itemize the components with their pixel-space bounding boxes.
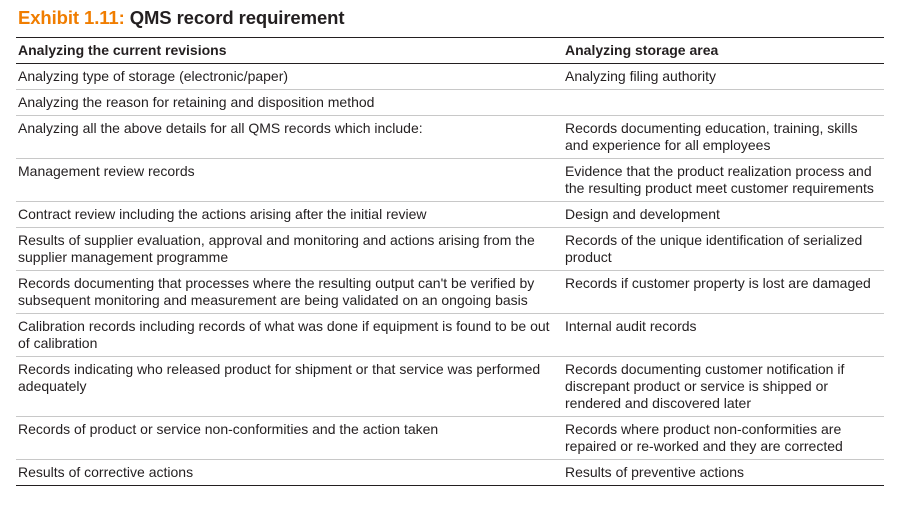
cell-current-revisions: Records indicating who released product for shipment or that service was performed adequately (18, 361, 541, 394)
table-row (16, 202, 884, 228)
cell-storage-area: Internal audit records (565, 318, 697, 334)
cell-current-revisions: Analyzing the reason for retaining and disposition method (18, 94, 375, 110)
cell-storage-area: Results of preventive actions (565, 464, 744, 480)
cell-current-revisions: Analyzing type of storage (electronic/paper) (18, 68, 289, 84)
table-row (16, 417, 884, 460)
table-header-row (16, 38, 884, 64)
exhibit-label: Exhibit 1.11: (18, 7, 125, 28)
cell-storage-area (563, 90, 884, 116)
table-row (16, 90, 884, 116)
cell-storage-area: Design and development (565, 206, 720, 222)
cell-storage-area: Records documenting customer notification if discrepant product or service is shipped or rendered and discovered later (565, 361, 845, 411)
cell-storage-area: Records documenting education, training, skills and experience for all employees (565, 120, 858, 153)
cell-storage-area: Analyzing filing authority (565, 68, 716, 84)
cell-storage-area: Evidence that the product realization process and the resulting product meet customer requirements (565, 163, 874, 196)
table-row (16, 159, 884, 202)
cell-current-revisions: Contract review including the actions arising after the initial review (18, 206, 427, 222)
cell-storage-area: Records of the unique identification of serialized product (565, 232, 863, 265)
cell-current-revisions: Analyzing all the above details for all QMS records which include: (18, 120, 423, 136)
exhibit-title-text: QMS record requirement (129, 7, 345, 28)
cell-storage-area: Records where product non-conformities are repaired or re-worked and they are corrected (565, 421, 843, 454)
cell-current-revisions: Management review records (18, 163, 195, 179)
exhibit-title (18, 7, 344, 29)
cell-current-revisions: Results of corrective actions (18, 464, 194, 480)
cell-storage-area: Records if customer property is lost are damaged (565, 275, 871, 291)
table-row (16, 314, 884, 357)
table-row (16, 271, 884, 314)
table-row (16, 460, 884, 486)
cell-current-revisions: Results of supplier evaluation, approval and monitoring and actions arising from the supplier management programme (18, 232, 535, 265)
header-current-revisions: Analyzing the current revisions (18, 42, 227, 58)
table-row (16, 228, 884, 271)
cell-current-revisions: Records documenting that processes where the resulting output can't be verified by subsequent monitoring and measurement are being validated on an ongoing basis (18, 275, 535, 308)
cell-current-revisions: Records of product or service non-conformities and the action taken (18, 421, 439, 437)
table-row (16, 116, 884, 159)
header-storage-area: Analyzing storage area (565, 42, 719, 58)
qms-record-table (16, 37, 884, 486)
table-row (16, 64, 884, 90)
table-row (16, 357, 884, 417)
cell-current-revisions: Calibration records including records of what was done if equipment is found to be out of calibration (18, 318, 550, 351)
